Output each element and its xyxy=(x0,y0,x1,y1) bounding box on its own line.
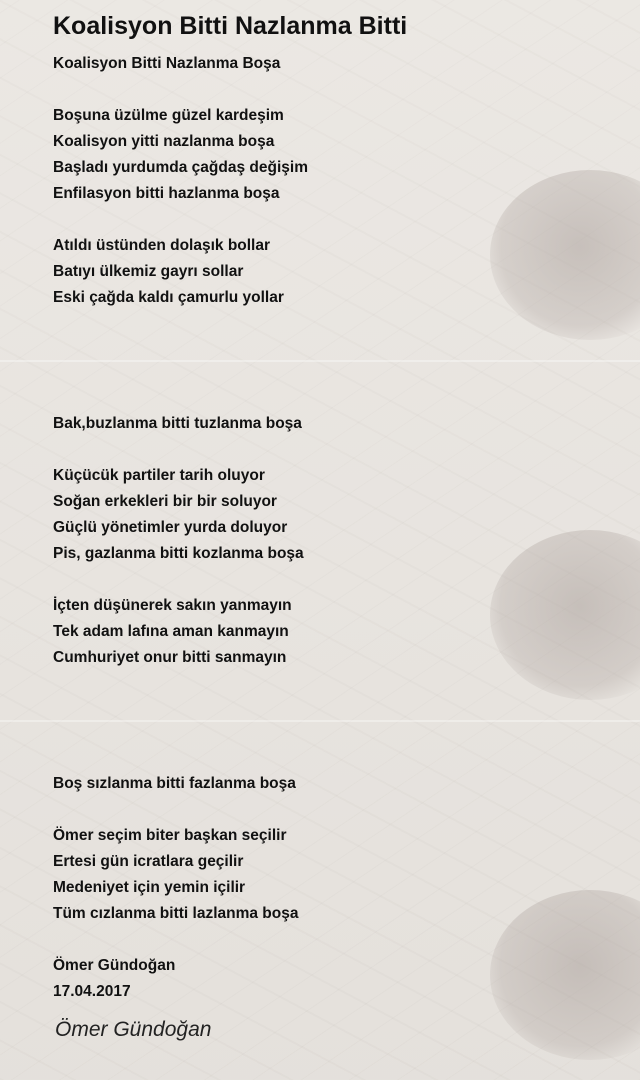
poem-author: Ömer Gündoğan xyxy=(53,957,176,974)
poem-subtitle: Koalisyon Bitti Nazlanma Boşa xyxy=(53,55,281,72)
poem-line: Güçlü yönetimler yurda doluyor xyxy=(53,519,288,536)
poem-line: Tek adam lafına aman kanmayın xyxy=(53,623,289,640)
poem-line: Başladı yurdumda çağdaş değişim xyxy=(53,159,308,176)
poem-line: Eski çağda kaldı çamurlu yollar xyxy=(53,289,284,306)
poem-line: Batıyı ülkemiz gayrı sollar xyxy=(53,263,244,280)
poem-line: Küçücük partiler tarih oluyor xyxy=(53,467,265,484)
poem-line: İçten düşünerek sakın yanmayın xyxy=(53,597,292,614)
poem-date: 17.04.2017 xyxy=(53,983,131,1000)
poem-line: Ertesi gün icratlara geçilir xyxy=(53,853,244,870)
background-seam xyxy=(0,720,640,722)
poem-line: Pis, gazlanma bitti kozlanma boşa xyxy=(53,545,304,562)
poem-line: Cumhuriyet onur bitti sanmayın xyxy=(53,649,287,666)
poem-line: Bak,buzlanma bitti tuzlanma boşa xyxy=(53,415,302,432)
background-seam xyxy=(0,360,640,362)
poem-line: Medeniyet için yemin içilir xyxy=(53,879,246,896)
poem-line: Tüm cızlanma bitti lazlanma boşa xyxy=(53,905,299,922)
poem-title: Koalisyon Bitti Nazlanma Bitti xyxy=(53,12,408,40)
poem-line: Ömer seçim biter başkan seçilir xyxy=(53,827,287,844)
poem-line: Boş sızlanma bitti fazlanma boşa xyxy=(53,775,296,792)
author-signature: Ömer Gündoğan xyxy=(55,1018,212,1041)
poem-line: Koalisyon yitti nazlanma boşa xyxy=(53,133,275,150)
poem-line: Soğan erkekleri bir bir soluyor xyxy=(53,493,277,510)
poem-line: Boşuna üzülme güzel kardeşim xyxy=(53,107,284,124)
poem-line: Enfilasyon bitti hazlanma boşa xyxy=(53,185,280,202)
poem-line: Atıldı üstünden dolaşık bollar xyxy=(53,237,271,254)
